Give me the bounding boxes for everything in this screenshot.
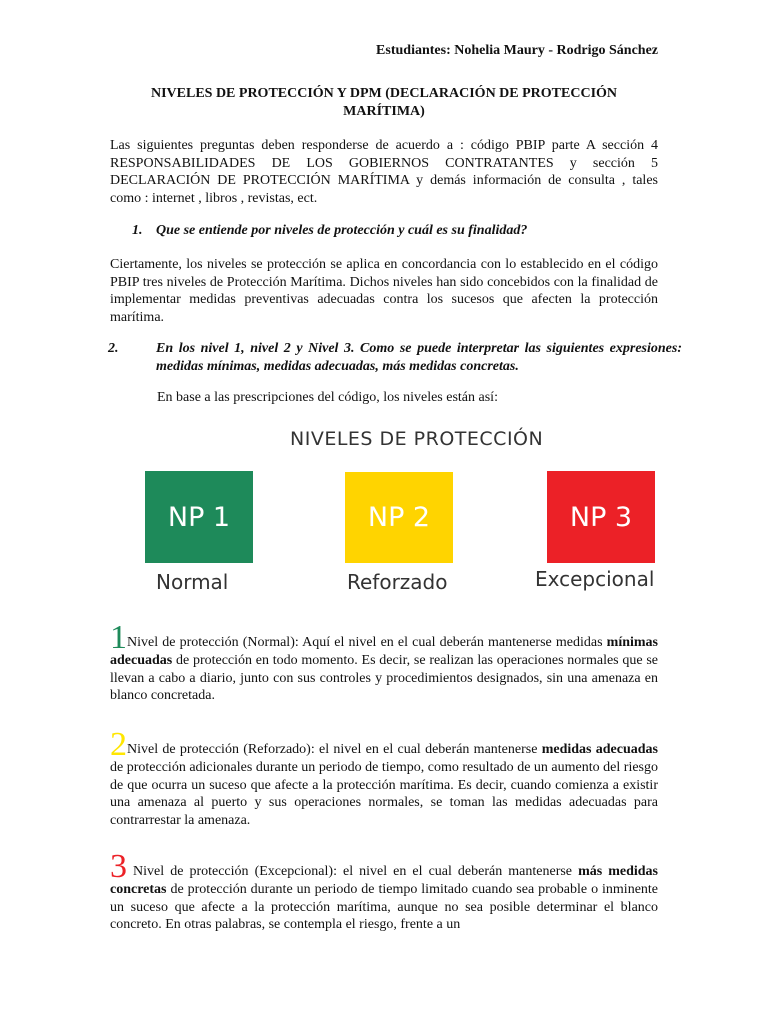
np3-box — [547, 471, 655, 563]
level-1-number: 1 — [110, 619, 127, 656]
np3-label: Excepcional — [535, 567, 655, 591]
np2-label: Reforzado — [347, 570, 448, 594]
level-1-bold: mínimas adecuadas — [110, 635, 658, 668]
answer-1-paragraph: Ciertamente, los niveles se protección se aplica en concordancia con lo establecido en el código PBIP tres niveles de Protección Marítima. Dichos niveles han sido concebidos con la finalidad de implementar medidas preventivas adecuadas contra los sucesos que afecten la protección marítima. — [110, 257, 658, 325]
figure-title: NIVELES DE PROTECCIÓN — [290, 428, 544, 450]
level-2-number: 2 — [110, 726, 127, 763]
level-3-number: 3 — [110, 848, 127, 885]
np2-box — [345, 472, 453, 563]
question-2-text: En los nivel 1, nivel 2 y Nivel 3. Como se puede interpretar las siguientes expresiones: medidas mínimas, medidas adecuadas, más medidas concretas. — [156, 341, 682, 374]
students-header: Estudiantes: Nohelia Maury - Rodrigo Sánchez — [376, 43, 658, 58]
question-1 — [132, 222, 658, 240]
np1-code: NP 1 — [167, 501, 231, 533]
protection-levels-figure — [130, 420, 670, 610]
level-3-lead: Nivel de protección (Excepcional): el nivel en el cual deberán mantenerse — [133, 864, 573, 879]
level-3-paragraph — [110, 848, 659, 934]
answer-2-intro: En base a las prescripciones del código, los niveles están así: — [157, 390, 498, 405]
level-3-rest: de protección durante un periodo de tiempo limitado cuando sea probable o inminente un suceso que afecte a la protección marítima, aunque no sea posible determinar el blanco concreto. En otras palabras, se contempla el riesgo, frente a un — [110, 882, 659, 932]
level-2-lead: Nivel de protección (Reforzado): el nivel en el cual deberán mantenerse — [127, 742, 538, 757]
np1-box — [145, 471, 253, 563]
question-2 — [108, 340, 682, 375]
level-2-bold: medidas adecuadas — [541, 742, 658, 757]
document-title: NIVELES DE PROTECCIÓN Y DPM (DECLARACIÓN DE PROTECCIÓN MARÍTIMA) — [150, 86, 618, 119]
level-1-lead: Nivel de protección (Normal): Aquí el nivel en el cual deberán mantenerse medidas — [127, 635, 603, 650]
intro-paragraph: Las siguientes preguntas deben responderse de acuerdo a : código PBIP parte A sección 4 RESPONSABILIDADES DE LOS GOBIERNOS CONTRATANTES y sección 5 DECLARACIÓN DE PROTECCIÓN MARÍTIMA y demás información de consulta , tales como : internet , libros , revistas, ect. — [110, 138, 658, 206]
np1-label: Normal — [156, 570, 229, 594]
question-1-number: 1. — [132, 223, 143, 238]
question-2-number: 2. — [108, 341, 119, 356]
np2-code: NP 2 — [367, 502, 431, 533]
question-1-text: Que se entiende por niveles de protección y cuál es su finalidad? — [156, 223, 528, 238]
level-3-bold: más medidas concretas — [110, 864, 658, 897]
level-2-rest: de protección adicionales durante un periodo de tiempo, como resultado de un aumento del riesgo de que ocurra un suceso que afecte a la protección marítima. Es decir, cuando comienza a existir una amenaza al puerto y sus operaciones normales, se toman las medidas adecuadas para contrarrestar la amenaza. — [110, 760, 658, 828]
level-1-paragraph — [110, 619, 658, 705]
level-1-rest: de protección en todo momento. Es decir, se realizan las operaciones normales que se llevan a cabo a diario, junto con sus controles y procedimientos designados, sin una amenaza en blanco concretada. — [110, 653, 658, 703]
np3-code: NP 3 — [569, 501, 633, 533]
level-2-paragraph — [110, 726, 658, 829]
